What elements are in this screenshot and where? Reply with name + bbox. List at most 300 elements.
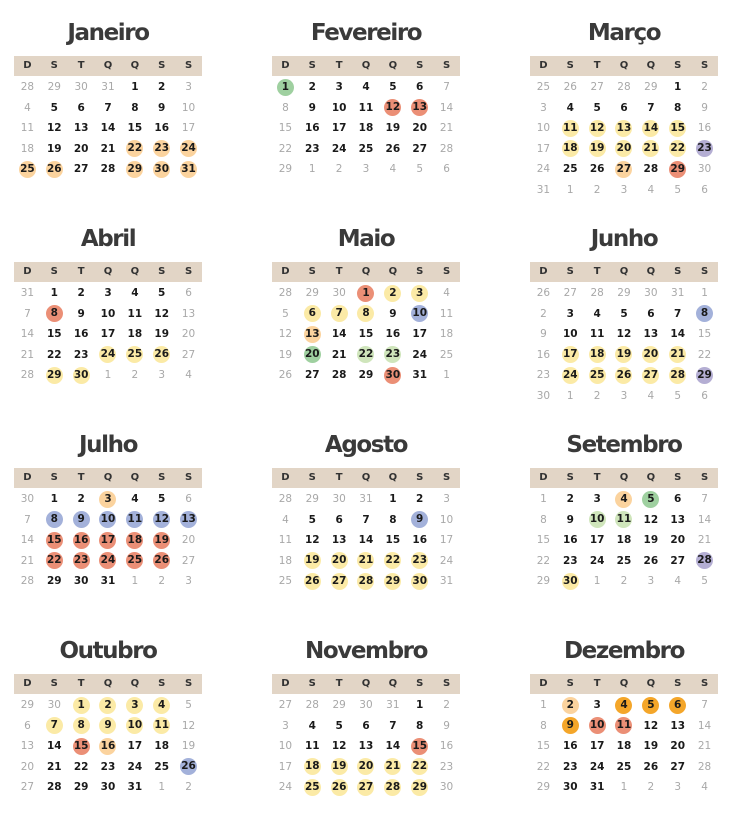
day-highlighted-yellow[interactable] — [353, 571, 380, 592]
day[interactable]: 8 — [540, 719, 547, 732]
day[interactable]: 2 — [566, 493, 574, 506]
day-highlighted-yellow[interactable] — [326, 304, 353, 325]
day[interactable]: 25 — [616, 760, 632, 773]
day[interactable]: 27 — [412, 142, 428, 155]
day[interactable]: 5 — [593, 101, 601, 114]
day[interactable]: 4 — [443, 287, 450, 300]
day-highlighted-yellow[interactable] — [406, 757, 433, 778]
day-highlighted-red[interactable] — [379, 98, 406, 119]
day[interactable]: 16 — [536, 348, 551, 361]
day[interactable]: 12 — [304, 534, 320, 547]
day-highlighted-yellow[interactable] — [121, 695, 148, 716]
day[interactable]: 29 — [278, 163, 293, 176]
day-highlighted-yellow[interactable] — [299, 551, 326, 572]
day-other-month[interactable]: 28 — [278, 287, 293, 300]
day[interactable]: 16 — [562, 534, 578, 547]
day[interactable]: 30 — [439, 781, 454, 794]
day-highlighted-yellow[interactable] — [611, 345, 638, 366]
day-highlighted-blue[interactable] — [41, 510, 68, 531]
day[interactable]: 5 — [335, 719, 343, 732]
day-highlighted-yellow[interactable] — [584, 139, 611, 160]
day[interactable]: 10 — [331, 101, 347, 114]
day[interactable]: 3 — [540, 101, 547, 114]
day-highlighted-peach[interactable] — [95, 489, 122, 510]
day[interactable]: 27 — [304, 369, 320, 382]
day[interactable]: 20 — [670, 534, 686, 547]
day[interactable]: 5 — [282, 307, 289, 320]
day[interactable]: 23 — [304, 142, 320, 155]
day-highlighted-yellow[interactable] — [353, 777, 380, 798]
day[interactable]: 15 — [536, 534, 551, 547]
day[interactable]: 5 — [389, 81, 397, 94]
day-highlighted-yellow[interactable] — [68, 365, 95, 386]
day[interactable]: 8 — [131, 101, 139, 114]
day[interactable]: 23 — [73, 348, 89, 361]
day[interactable]: 3 — [593, 699, 601, 712]
day[interactable]: 22 — [536, 760, 551, 773]
day-highlighted-yellow[interactable] — [664, 365, 691, 386]
day-highlighted-yellow[interactable] — [95, 345, 122, 366]
day-highlighted-peach[interactable] — [175, 139, 202, 160]
day-highlighted-orange[interactable] — [557, 716, 584, 737]
day-highlighted-yellow[interactable] — [68, 695, 95, 716]
day[interactable]: 7 — [362, 513, 370, 526]
day[interactable]: 23 — [562, 760, 578, 773]
day[interactable]: 18 — [127, 328, 143, 341]
day-highlighted-yellow[interactable] — [41, 716, 68, 737]
day-highlighted-red[interactable] — [95, 530, 122, 551]
day[interactable]: 10 — [536, 122, 551, 135]
day-other-month[interactable]: 29 — [305, 493, 319, 506]
day[interactable]: 14 — [358, 534, 374, 547]
day[interactable]: 2 — [77, 493, 85, 506]
day-other-month[interactable]: 4 — [647, 389, 655, 402]
day[interactable]: 22 — [278, 142, 293, 155]
day-other-month[interactable]: 30 — [47, 699, 61, 712]
day[interactable]: 14 — [100, 122, 116, 135]
day[interactable]: 15 — [697, 328, 712, 341]
day-other-month[interactable]: 5 — [674, 389, 682, 402]
day-other-month[interactable]: 26 — [536, 287, 551, 300]
day[interactable]: 31 — [127, 781, 143, 794]
day-highlighted-yellow[interactable] — [379, 283, 406, 304]
day-other-month[interactable]: 1 — [443, 369, 450, 382]
day-highlighted-peach[interactable] — [95, 736, 122, 757]
day-highlighted-yellow[interactable] — [299, 304, 326, 325]
day-other-month[interactable]: 5 — [674, 183, 682, 196]
day[interactable]: 6 — [620, 101, 628, 114]
day[interactable]: 19 — [154, 328, 170, 341]
day[interactable]: 1 — [50, 493, 58, 506]
day[interactable]: 3 — [443, 493, 450, 506]
day[interactable]: 27 — [73, 163, 89, 176]
day-highlighted-yellow[interactable] — [557, 365, 584, 386]
day[interactable]: 29 — [73, 781, 89, 794]
day-other-month[interactable]: 5 — [416, 163, 424, 176]
day-highlighted-peach[interactable] — [175, 159, 202, 180]
day[interactable]: 5 — [308, 513, 316, 526]
day-other-month[interactable]: 4 — [647, 183, 655, 196]
day[interactable]: 22 — [536, 554, 551, 567]
day[interactable]: 17 — [181, 122, 196, 135]
day-highlighted-red[interactable] — [121, 551, 148, 572]
day[interactable]: 31 — [589, 781, 605, 794]
day[interactable]: 17 — [439, 534, 454, 547]
day-highlighted-red[interactable] — [41, 304, 68, 325]
day-other-month[interactable]: 28 — [590, 287, 604, 300]
day-highlighted-yellow[interactable] — [406, 777, 433, 798]
day-other-month[interactable]: 29 — [332, 699, 346, 712]
day[interactable]: 27 — [20, 781, 35, 794]
day[interactable]: 30 — [73, 575, 89, 588]
day[interactable]: 9 — [389, 307, 397, 320]
day[interactable]: 24 — [536, 163, 551, 176]
day-highlighted-yellow[interactable] — [353, 551, 380, 572]
day[interactable]: 14 — [20, 534, 35, 547]
day-highlighted-green[interactable] — [299, 345, 326, 366]
day[interactable]: 25 — [439, 348, 454, 361]
day-other-month[interactable]: 29 — [644, 81, 658, 94]
day[interactable]: 14 — [331, 328, 347, 341]
day-highlighted-yellow[interactable] — [379, 757, 406, 778]
day[interactable]: 21 — [697, 534, 712, 547]
day-highlighted-yellow[interactable] — [637, 118, 664, 139]
day-other-month[interactable]: 29 — [20, 699, 35, 712]
day-other-month[interactable]: 1 — [158, 781, 166, 794]
day[interactable]: 18 — [278, 554, 293, 567]
day[interactable]: 5 — [158, 287, 166, 300]
day[interactable]: 15 — [278, 122, 293, 135]
day-highlighted-peach[interactable] — [41, 159, 68, 180]
day[interactable]: 21 — [439, 122, 454, 135]
day[interactable]: 28 — [331, 369, 347, 382]
day-other-month[interactable]: 31 — [359, 493, 373, 506]
day[interactable]: 4 — [282, 513, 289, 526]
day[interactable]: 20 — [181, 534, 196, 547]
day-highlighted-yellow[interactable] — [299, 777, 326, 798]
day-highlighted-blue[interactable] — [691, 304, 718, 325]
day[interactable]: 18 — [20, 142, 35, 155]
day[interactable]: 1 — [701, 287, 708, 300]
day-highlighted-peach[interactable] — [299, 324, 326, 345]
day[interactable]: 9 — [158, 101, 166, 114]
day[interactable]: 20 — [20, 760, 35, 773]
day[interactable]: 2 — [443, 699, 450, 712]
day-other-month[interactable]: 26 — [563, 81, 577, 94]
day[interactable]: 27 — [181, 348, 196, 361]
day-other-month[interactable]: 1 — [104, 369, 112, 382]
day[interactable]: 6 — [24, 719, 31, 732]
day[interactable]: 14 — [385, 740, 401, 753]
day[interactable]: 6 — [335, 513, 343, 526]
day[interactable]: 11 — [20, 122, 35, 135]
day-highlighted-yellow[interactable] — [148, 345, 175, 366]
day[interactable]: 30 — [697, 163, 712, 176]
day[interactable]: 12 — [643, 719, 659, 732]
day[interactable]: 17 — [278, 760, 293, 773]
day-highlighted-yellow[interactable] — [326, 757, 353, 778]
day-other-month[interactable]: 30 — [20, 493, 35, 506]
day-other-month[interactable]: 2 — [593, 389, 601, 402]
day-highlighted-orange[interactable] — [637, 695, 664, 716]
day[interactable]: 12 — [616, 328, 632, 341]
day-highlighted-red[interactable] — [353, 283, 380, 304]
day-other-month[interactable]: 27 — [563, 287, 577, 300]
day[interactable]: 15 — [358, 328, 374, 341]
day[interactable]: 25 — [154, 760, 170, 773]
day-highlighted-peach[interactable] — [611, 159, 638, 180]
day-highlighted-yellow[interactable] — [406, 571, 433, 592]
day[interactable]: 3 — [282, 719, 289, 732]
day[interactable]: 13 — [670, 513, 686, 526]
day[interactable]: 22 — [46, 348, 62, 361]
day[interactable]: 7 — [389, 719, 397, 732]
day[interactable]: 3 — [593, 493, 601, 506]
day[interactable]: 15 — [127, 122, 143, 135]
day-highlighted-blue[interactable] — [121, 510, 148, 531]
day[interactable]: 5 — [158, 493, 166, 506]
day-other-month[interactable]: 28 — [305, 699, 319, 712]
day-other-month[interactable]: 2 — [158, 575, 166, 588]
day-highlighted-purple[interactable] — [691, 139, 718, 160]
day-highlighted-blue[interactable] — [406, 304, 433, 325]
day[interactable]: 17 — [536, 142, 551, 155]
day[interactable]: 17 — [127, 740, 143, 753]
day-highlighted-yellow[interactable] — [379, 551, 406, 572]
day[interactable]: 8 — [416, 719, 424, 732]
day-other-month[interactable]: 1 — [566, 389, 574, 402]
day[interactable]: 31 — [100, 575, 116, 588]
day-highlighted-yellow[interactable] — [557, 118, 584, 139]
day[interactable]: 24 — [589, 760, 605, 773]
day-other-month[interactable]: 31 — [101, 81, 115, 94]
day-highlighted-blue[interactable] — [406, 510, 433, 531]
day-other-month[interactable]: 3 — [620, 389, 628, 402]
day-highlighted-red[interactable] — [41, 551, 68, 572]
day[interactable]: 1 — [540, 699, 547, 712]
day[interactable]: 11 — [304, 740, 320, 753]
day-highlighted-peach[interactable] — [148, 159, 175, 180]
day[interactable]: 14 — [439, 101, 454, 114]
day-other-month[interactable]: 2 — [335, 163, 343, 176]
day-highlighted-yellow[interactable] — [406, 551, 433, 572]
day-other-month[interactable]: 28 — [278, 493, 293, 506]
day[interactable]: 18 — [358, 122, 374, 135]
day-other-month[interactable]: 1 — [566, 183, 574, 196]
day-highlighted-yellow[interactable] — [557, 139, 584, 160]
day-other-month[interactable]: 3 — [620, 183, 628, 196]
day[interactable]: 15 — [46, 328, 62, 341]
day[interactable]: 2 — [701, 81, 708, 94]
day-highlighted-green[interactable] — [637, 489, 664, 510]
day[interactable]: 12 — [154, 307, 170, 320]
day[interactable]: 24 — [278, 781, 293, 794]
day[interactable]: 17 — [589, 534, 605, 547]
day-other-month[interactable]: 29 — [617, 287, 631, 300]
day-other-month[interactable]: 31 — [20, 287, 35, 300]
day-other-month[interactable]: 4 — [674, 575, 682, 588]
day[interactable]: 8 — [282, 101, 289, 114]
day[interactable]: 29 — [358, 369, 374, 382]
day-highlighted-lightgreen[interactable] — [379, 345, 406, 366]
day[interactable]: 24 — [589, 554, 605, 567]
day-highlighted-yellow[interactable] — [326, 571, 353, 592]
day[interactable]: 28 — [100, 163, 116, 176]
day[interactable]: 15 — [536, 740, 551, 753]
day[interactable]: 11 — [278, 534, 293, 547]
day[interactable]: 16 — [385, 328, 401, 341]
day-highlighted-yellow[interactable] — [326, 551, 353, 572]
day-highlighted-yellow[interactable] — [557, 571, 584, 592]
day-other-month[interactable]: 31 — [671, 287, 685, 300]
day[interactable]: 24 — [439, 554, 454, 567]
day-highlighted-orange[interactable] — [664, 695, 691, 716]
day-highlighted-peach[interactable] — [14, 159, 41, 180]
day[interactable]: 13 — [358, 740, 374, 753]
day[interactable]: 9 — [701, 101, 708, 114]
day-other-month[interactable]: 1 — [308, 163, 316, 176]
day[interactable]: 13 — [73, 122, 89, 135]
day[interactable]: 1 — [131, 81, 139, 94]
day[interactable]: 25 — [562, 163, 578, 176]
day[interactable]: 29 — [536, 575, 551, 588]
day[interactable]: 3 — [185, 81, 192, 94]
day-other-month[interactable]: 6 — [701, 389, 708, 402]
day-other-month[interactable]: 4 — [701, 781, 708, 794]
day[interactable]: 14 — [697, 719, 712, 732]
day-highlighted-red[interactable] — [148, 530, 175, 551]
day[interactable]: 21 — [331, 348, 347, 361]
day[interactable]: 28 — [697, 760, 712, 773]
day-highlighted-purple[interactable] — [691, 551, 718, 572]
day-highlighted-green[interactable] — [272, 77, 299, 98]
day-other-month[interactable]: 27 — [278, 699, 293, 712]
day-highlighted-yellow[interactable] — [95, 716, 122, 737]
day[interactable]: 16 — [697, 122, 712, 135]
day-other-month[interactable]: 2 — [620, 575, 628, 588]
day-highlighted-red[interactable] — [611, 716, 638, 737]
day[interactable]: 18 — [616, 740, 632, 753]
day[interactable]: 30 — [100, 781, 116, 794]
day-highlighted-yellow[interactable] — [637, 139, 664, 160]
day-other-month[interactable]: 30 — [644, 287, 658, 300]
day[interactable]: 17 — [100, 328, 116, 341]
day[interactable]: 10 — [278, 740, 293, 753]
day[interactable]: 9 — [77, 307, 85, 320]
day[interactable]: 9 — [566, 513, 574, 526]
day[interactable]: 2 — [77, 287, 85, 300]
day[interactable]: 7 — [647, 101, 655, 114]
day[interactable]: 10 — [562, 328, 578, 341]
day[interactable]: 17 — [412, 328, 428, 341]
day[interactable]: 24 — [331, 142, 347, 155]
day-other-month[interactable]: 3 — [674, 781, 682, 794]
day-highlighted-blue[interactable] — [68, 510, 95, 531]
day[interactable]: 1 — [389, 493, 397, 506]
day-highlighted-yellow[interactable] — [148, 695, 175, 716]
day-other-month[interactable]: 30 — [332, 493, 346, 506]
day-other-month[interactable]: 2 — [593, 183, 601, 196]
day[interactable]: 2 — [158, 81, 166, 94]
day[interactable]: 2 — [308, 81, 316, 94]
day-highlighted-yellow[interactable] — [326, 777, 353, 798]
day[interactable]: 13 — [331, 534, 347, 547]
day[interactable]: 25 — [278, 575, 293, 588]
day-highlighted-yellow[interactable] — [584, 365, 611, 386]
day-highlighted-red[interactable] — [121, 530, 148, 551]
day-other-month[interactable]: 29 — [47, 81, 61, 94]
day[interactable]: 30 — [562, 781, 578, 794]
day[interactable]: 27 — [670, 760, 686, 773]
day-other-month[interactable]: 27 — [590, 81, 604, 94]
day-highlighted-yellow[interactable] — [148, 716, 175, 737]
day[interactable]: 6 — [362, 719, 370, 732]
day[interactable]: 19 — [46, 142, 62, 155]
day-highlighted-yellow[interactable] — [637, 345, 664, 366]
day-highlighted-yellow[interactable] — [611, 365, 638, 386]
day[interactable]: 22 — [697, 348, 712, 361]
day-other-month[interactable]: 3 — [647, 575, 655, 588]
day[interactable]: 19 — [643, 740, 659, 753]
day-highlighted-yellow[interactable] — [299, 571, 326, 592]
day[interactable]: 11 — [358, 101, 374, 114]
day[interactable]: 21 — [46, 760, 62, 773]
day-other-month[interactable]: 6 — [443, 163, 450, 176]
day-highlighted-red[interactable] — [406, 736, 433, 757]
day[interactable]: 9 — [540, 328, 547, 341]
day-highlighted-yellow[interactable] — [557, 345, 584, 366]
day[interactable]: 10 — [100, 307, 116, 320]
day[interactable]: 28 — [46, 781, 62, 794]
day[interactable]: 9 — [443, 719, 450, 732]
day[interactable]: 6 — [674, 493, 682, 506]
day[interactable]: 1 — [416, 699, 424, 712]
day[interactable]: 28 — [439, 142, 454, 155]
day-highlighted-yellow[interactable] — [584, 345, 611, 366]
day-other-month[interactable]: 29 — [305, 287, 319, 300]
day[interactable]: 14 — [670, 328, 686, 341]
day-highlighted-red[interactable] — [664, 159, 691, 180]
day-highlighted-yellow[interactable] — [664, 345, 691, 366]
day[interactable]: 16 — [154, 122, 170, 135]
day-highlighted-red[interactable] — [148, 551, 175, 572]
day-highlighted-red[interactable] — [41, 530, 68, 551]
day-highlighted-blue[interactable] — [148, 510, 175, 531]
day-highlighted-yellow[interactable] — [637, 365, 664, 386]
day[interactable]: 2 — [540, 307, 547, 320]
day-other-month[interactable]: 3 — [158, 369, 166, 382]
day[interactable]: 1 — [674, 81, 682, 94]
day[interactable]: 6 — [185, 287, 192, 300]
day-other-month[interactable]: 3 — [185, 575, 192, 588]
day[interactable]: 10 — [181, 101, 196, 114]
day[interactable]: 3 — [566, 307, 574, 320]
day[interactable]: 28 — [20, 369, 35, 382]
day[interactable]: 21 — [20, 348, 35, 361]
day[interactable]: 18 — [154, 740, 170, 753]
day[interactable]: 21 — [100, 142, 116, 155]
day[interactable]: 11 — [439, 307, 454, 320]
day[interactable]: 12 — [643, 513, 659, 526]
day[interactable]: 12 — [278, 328, 293, 341]
day-highlighted-yellow[interactable] — [68, 716, 95, 737]
day[interactable]: 27 — [670, 554, 686, 567]
day-highlighted-yellow[interactable] — [121, 716, 148, 737]
day[interactable]: 4 — [593, 307, 601, 320]
day[interactable]: 17 — [589, 740, 605, 753]
day[interactable]: 12 — [46, 122, 62, 135]
day-highlighted-peach[interactable] — [121, 159, 148, 180]
